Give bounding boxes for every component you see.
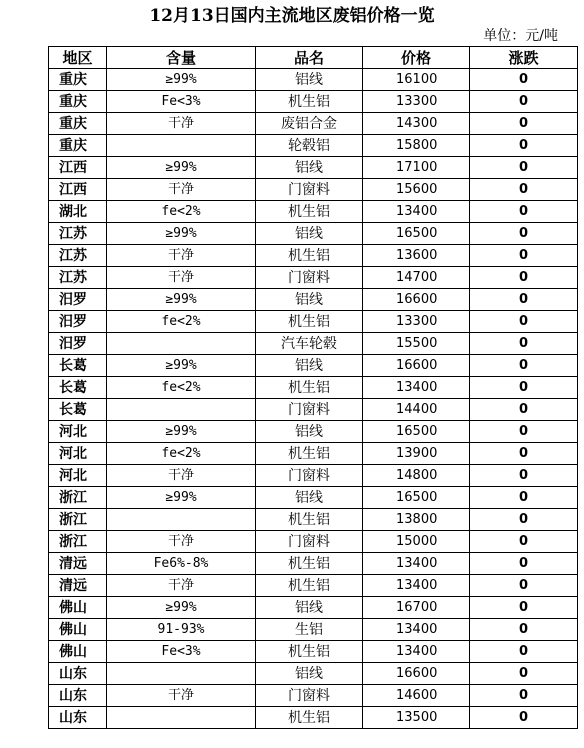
header-change: 涨跌 [470,47,578,69]
table-row [49,179,578,201]
cell-change: 0 [470,289,578,311]
cell-product: 铝线 [256,421,363,443]
cell-price: 15500 [363,333,470,355]
table-row [49,267,578,289]
cell-content: 干净 [107,267,256,289]
page-title: 12月13日国内主流地区废铝价格一览 [149,6,435,26]
cell-region: 江苏 [49,223,107,245]
cell-region: 江苏 [49,267,107,289]
cell-content: 干净 [107,465,256,487]
cell-content: fe<2% [107,443,256,465]
header-region: 地区 [49,47,107,69]
cell-price: 14700 [363,267,470,289]
cell-region: 长葛 [49,399,107,421]
cell-content: 91-93% [107,619,256,641]
cell-change: 0 [470,69,578,91]
cell-content: ≥99% [107,223,256,245]
header-price: 价格 [363,47,470,69]
table-row [49,91,578,113]
cell-price: 13300 [363,311,470,333]
cell-content: 干净 [107,245,256,267]
cell-product: 铝线 [256,223,363,245]
cell-content: 干净 [107,575,256,597]
cell-region: 山东 [49,707,107,729]
cell-region: 浙江 [49,531,107,553]
cell-product: 废铝合金 [256,113,363,135]
cell-content [107,707,256,729]
cell-product: 门窗料 [256,267,363,289]
cell-product: 机生铝 [256,707,363,729]
cell-product: 机生铝 [256,311,363,333]
cell-price: 13500 [363,707,470,729]
header-product: 品名 [256,47,363,69]
cell-content [107,509,256,531]
cell-content: ≥99% [107,421,256,443]
cell-content: Fe<3% [107,641,256,663]
cell-price: 14400 [363,399,470,421]
cell-change: 0 [470,531,578,553]
cell-change: 0 [470,135,578,157]
cell-region: 山东 [49,663,107,685]
cell-region: 汨罗 [49,289,107,311]
cell-content [107,135,256,157]
cell-region: 汨罗 [49,311,107,333]
cell-region: 清远 [49,575,107,597]
table-row [49,597,578,619]
table-row [49,311,578,333]
cell-product: 轮毂铝 [256,135,363,157]
cell-price: 14800 [363,465,470,487]
cell-change: 0 [470,443,578,465]
cell-product: 门窗料 [256,531,363,553]
cell-region: 河北 [49,443,107,465]
table-row [49,157,578,179]
cell-product: 机生铝 [256,443,363,465]
cell-content: fe<2% [107,377,256,399]
cell-region: 江西 [49,179,107,201]
cell-product: 机生铝 [256,201,363,223]
cell-region: 汨罗 [49,333,107,355]
cell-price: 13800 [363,509,470,531]
cell-region: 重庆 [49,91,107,113]
table-row [49,663,578,685]
cell-content: ≥99% [107,69,256,91]
cell-region: 重庆 [49,113,107,135]
cell-price: 13400 [363,619,470,641]
cell-product: 机生铝 [256,575,363,597]
cell-product: 铝线 [256,487,363,509]
cell-change: 0 [470,201,578,223]
cell-region: 河北 [49,421,107,443]
cell-price: 16500 [363,223,470,245]
cell-product: 铝线 [256,597,363,619]
cell-price: 13400 [363,201,470,223]
table-row [49,223,578,245]
cell-product: 汽车轮毂 [256,333,363,355]
cell-price: 16600 [363,289,470,311]
cell-price: 15000 [363,531,470,553]
cell-content: ≥99% [107,487,256,509]
cell-region: 佛山 [49,619,107,641]
cell-product: 铝线 [256,355,363,377]
cell-price: 13400 [363,377,470,399]
table-row [49,113,578,135]
cell-region: 重庆 [49,69,107,91]
table-row [49,641,578,663]
cell-content: ≥99% [107,289,256,311]
table-row [49,355,578,377]
cell-region: 佛山 [49,597,107,619]
cell-content: Fe6%-8% [107,553,256,575]
table-row [49,399,578,421]
table-row [49,465,578,487]
cell-change: 0 [470,377,578,399]
cell-price: 13400 [363,641,470,663]
table-row [49,509,578,531]
table-row [49,619,578,641]
cell-product: 机生铝 [256,509,363,531]
cell-product: 门窗料 [256,179,363,201]
table-row [49,289,578,311]
cell-change: 0 [470,641,578,663]
cell-price: 16700 [363,597,470,619]
cell-region: 佛山 [49,641,107,663]
cell-product: 门窗料 [256,465,363,487]
cell-price: 14600 [363,685,470,707]
cell-content [107,333,256,355]
table-row [49,69,578,91]
cell-region: 重庆 [49,135,107,157]
table-row [49,201,578,223]
cell-content [107,663,256,685]
cell-price: 13400 [363,553,470,575]
cell-price: 13300 [363,91,470,113]
header-row [49,47,578,69]
cell-price: 16100 [363,69,470,91]
table-row [49,245,578,267]
table-row [49,377,578,399]
cell-change: 0 [470,553,578,575]
cell-content: fe<2% [107,201,256,223]
cell-content: Fe<3% [107,91,256,113]
cell-change: 0 [470,91,578,113]
cell-content: fe<2% [107,311,256,333]
cell-region: 浙江 [49,509,107,531]
cell-product: 机生铝 [256,377,363,399]
header-content: 含量 [107,47,256,69]
cell-content: ≥99% [107,355,256,377]
cell-change: 0 [470,663,578,685]
cell-change: 0 [470,619,578,641]
cell-price: 15800 [363,135,470,157]
cell-region: 江苏 [49,245,107,267]
cell-region: 湖北 [49,201,107,223]
cell-change: 0 [470,267,578,289]
cell-content: 干净 [107,113,256,135]
table-row [49,531,578,553]
cell-change: 0 [470,311,578,333]
table-row [49,707,578,729]
cell-product: 铝线 [256,157,363,179]
table-body [49,69,578,729]
cell-price: 16600 [363,355,470,377]
cell-region: 清远 [49,553,107,575]
cell-change: 0 [470,685,578,707]
table-row [49,575,578,597]
table-row [49,553,578,575]
table-row [49,333,578,355]
unit-label: 单位：元/吨 [483,28,558,44]
cell-change: 0 [470,487,578,509]
table-row [49,135,578,157]
cell-product: 铝线 [256,69,363,91]
cell-change: 0 [470,113,578,135]
cell-product: 生铝 [256,619,363,641]
cell-change: 0 [470,597,578,619]
cell-price: 16600 [363,663,470,685]
cell-price: 13400 [363,575,470,597]
cell-region: 山东 [49,685,107,707]
cell-change: 0 [470,223,578,245]
cell-content [107,399,256,421]
cell-change: 0 [470,509,578,531]
cell-content: ≥99% [107,597,256,619]
cell-content: 干净 [107,685,256,707]
cell-change: 0 [470,179,578,201]
cell-region: 浙江 [49,487,107,509]
cell-change: 0 [470,333,578,355]
cell-change: 0 [470,355,578,377]
cell-product: 机生铝 [256,641,363,663]
cell-change: 0 [470,157,578,179]
cell-price: 13600 [363,245,470,267]
cell-product: 机生铝 [256,553,363,575]
cell-region: 河北 [49,465,107,487]
cell-change: 0 [470,575,578,597]
cell-price: 15600 [363,179,470,201]
cell-product: 门窗料 [256,399,363,421]
cell-change: 0 [470,465,578,487]
cell-product: 机生铝 [256,91,363,113]
cell-product: 铝线 [256,663,363,685]
cell-price: 14300 [363,113,470,135]
cell-product: 铝线 [256,289,363,311]
cell-region: 江西 [49,157,107,179]
cell-content: 干净 [107,179,256,201]
cell-region: 长葛 [49,355,107,377]
table-row [49,685,578,707]
cell-change: 0 [470,421,578,443]
cell-content: ≥99% [107,157,256,179]
cell-price: 13900 [363,443,470,465]
price-table [48,46,578,729]
cell-product: 门窗料 [256,685,363,707]
cell-content: 干净 [107,531,256,553]
cell-price: 17100 [363,157,470,179]
cell-change: 0 [470,707,578,729]
cell-change: 0 [470,245,578,267]
cell-price: 16500 [363,487,470,509]
cell-change: 0 [470,399,578,421]
cell-region: 长葛 [49,377,107,399]
table-row [49,421,578,443]
cell-product: 机生铝 [256,245,363,267]
table-row [49,487,578,509]
table-row [49,443,578,465]
cell-price: 16500 [363,421,470,443]
